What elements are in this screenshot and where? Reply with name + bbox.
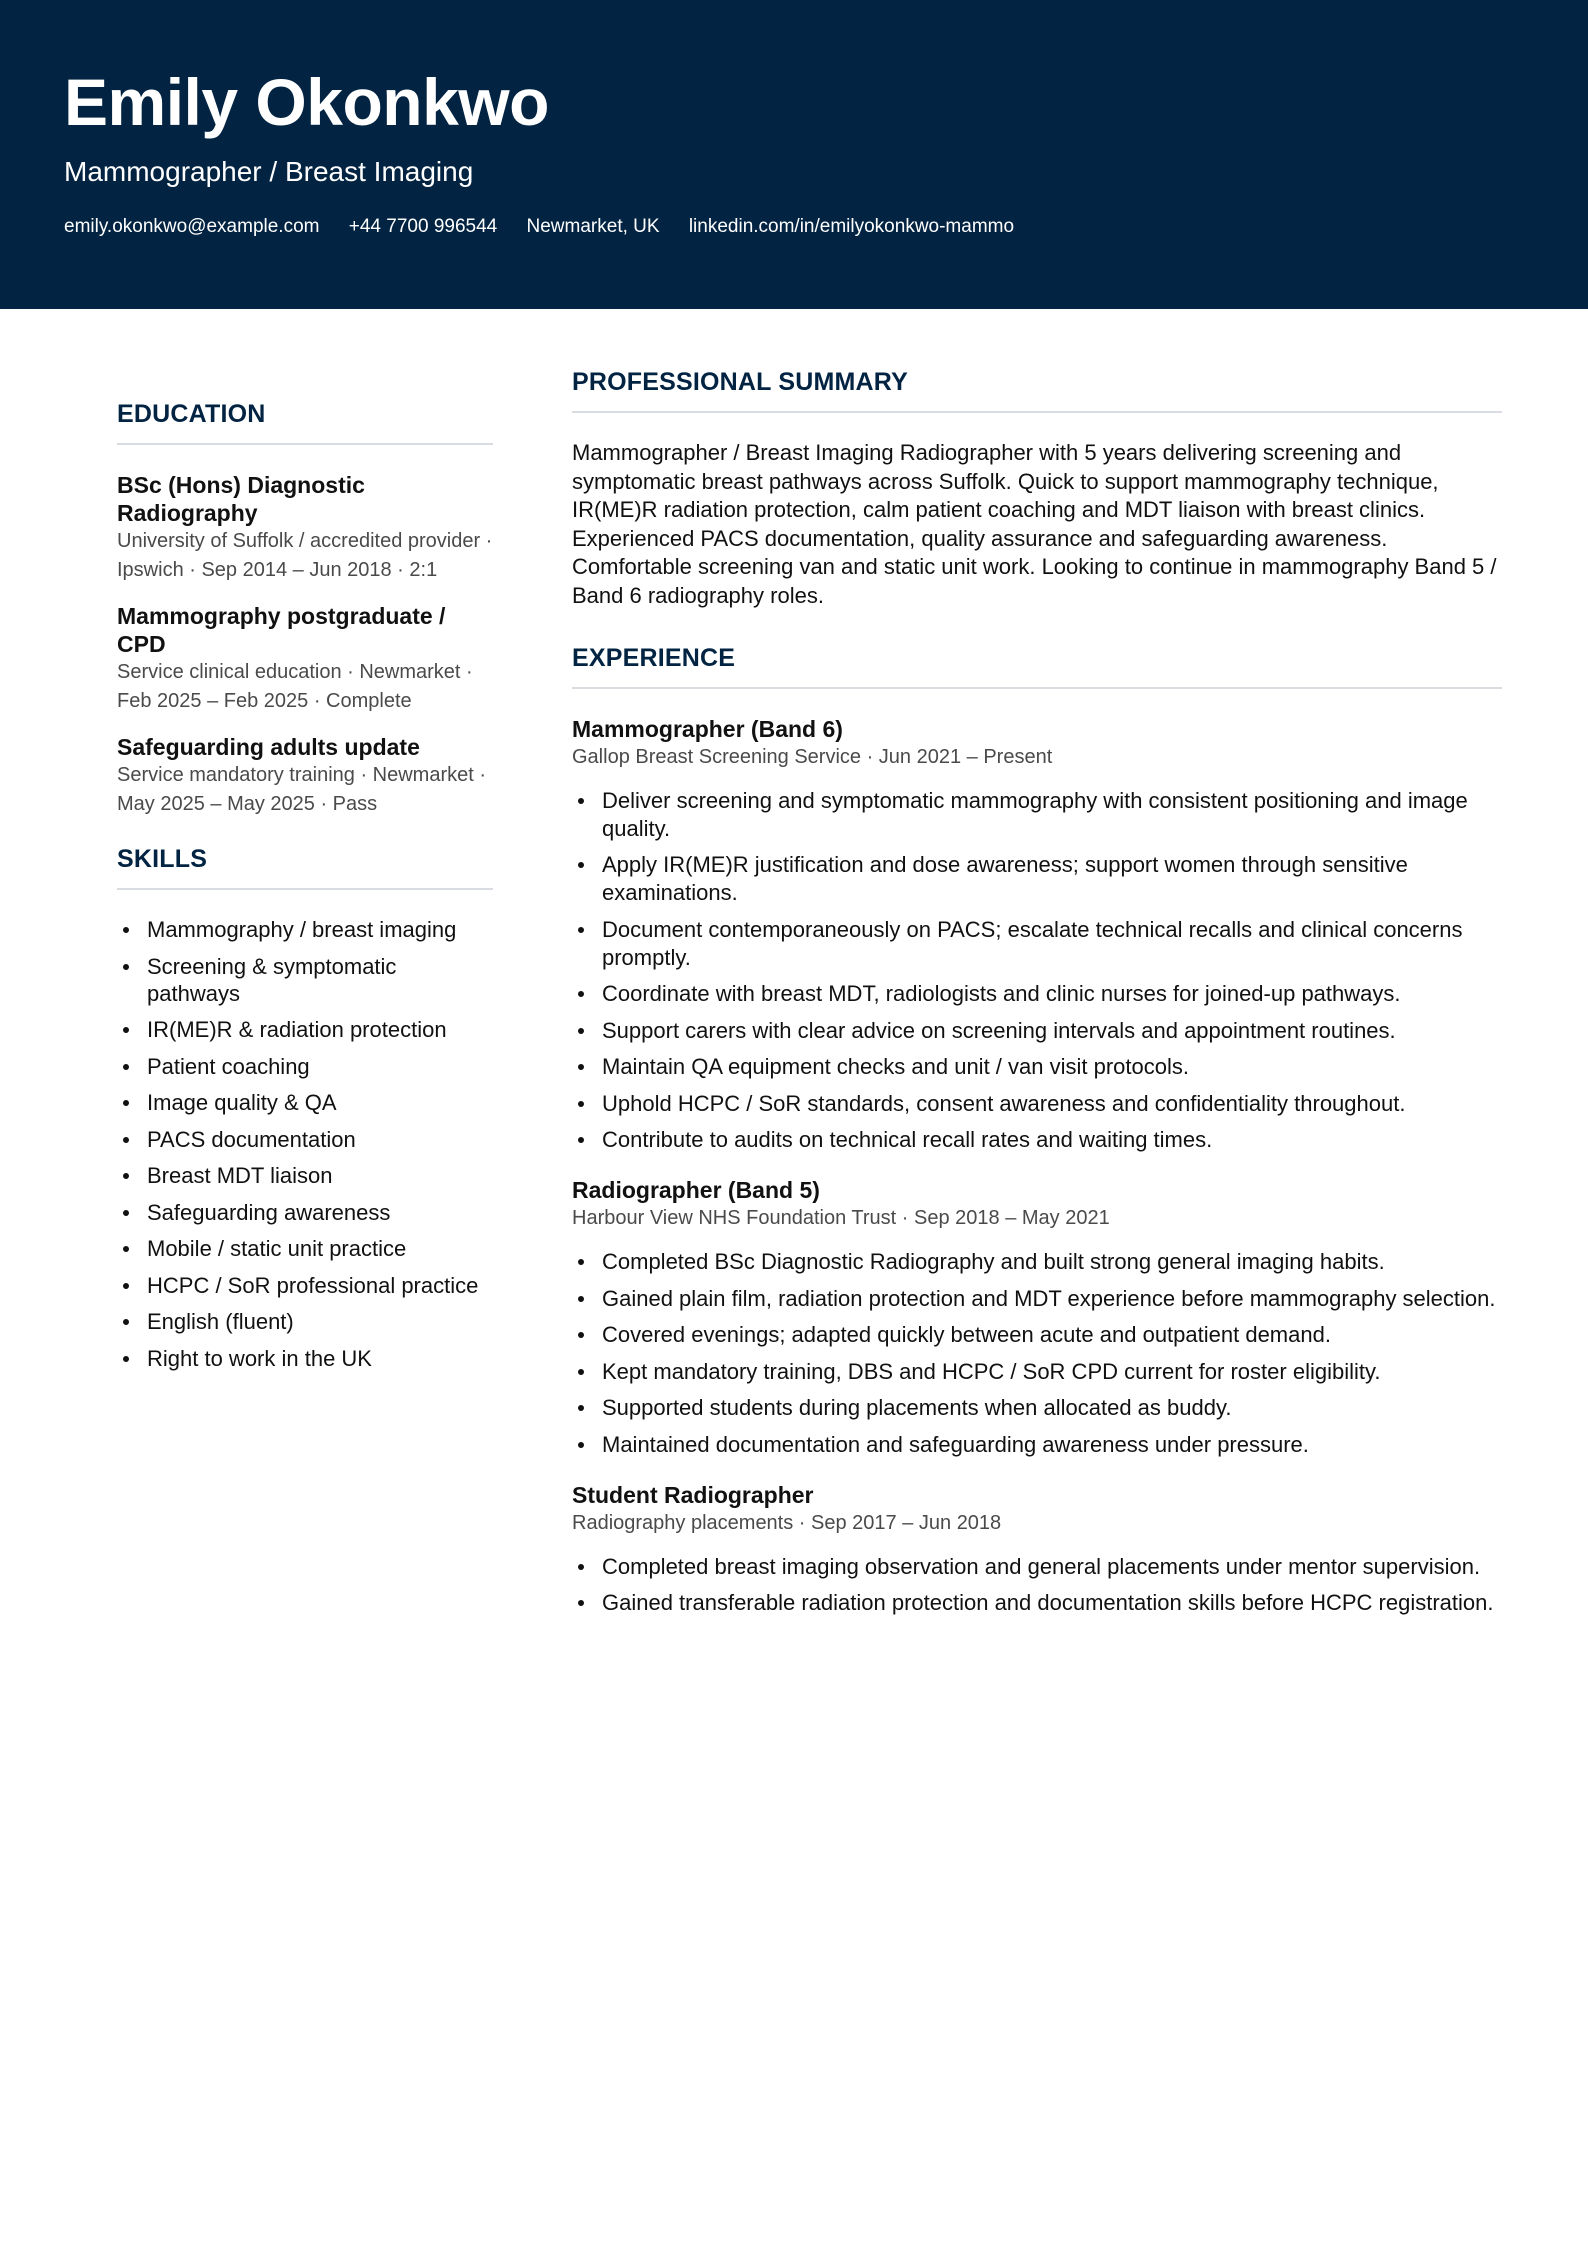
skill-item: Safeguarding awareness bbox=[117, 1199, 493, 1226]
job-bullet: Coordinate with breast MDT, radiologists and clinic nurses for joined-up pathways. bbox=[572, 980, 1502, 1008]
candidate-name: Emily Okonkwo bbox=[64, 65, 549, 139]
skill-item: Screening & symptomatic pathways bbox=[117, 953, 493, 1007]
skill-item: English (fluent) bbox=[117, 1308, 493, 1335]
job-bullet: Document contemporaneously on PACS; escalate technical recalls and clinical concerns promptly. bbox=[572, 916, 1502, 972]
experience-heading: EXPERIENCE bbox=[572, 641, 1502, 689]
education-title: Safeguarding adults update bbox=[117, 734, 420, 760]
education-item bbox=[117, 733, 493, 818]
contact-line bbox=[64, 214, 1038, 240]
education-heading: EDUCATION bbox=[117, 397, 493, 445]
job-bullet: Gained plain film, radiation protection and MDT experience before mammography selection. bbox=[572, 1285, 1502, 1313]
education-item bbox=[117, 602, 493, 715]
job-bullet: Maintain QA equipment checks and unit / van visit protocols. bbox=[572, 1053, 1502, 1081]
job-bullets bbox=[572, 787, 1502, 1155]
left-column bbox=[117, 397, 493, 1381]
education-title: Mammography postgraduate / CPD bbox=[117, 603, 446, 657]
job-bullet: Supported students during placements when allocated as buddy. bbox=[572, 1394, 1502, 1422]
job-bullet: Gained transferable radiation protection and documentation skills before HCPC registration. bbox=[572, 1589, 1502, 1617]
job-bullets bbox=[572, 1248, 1502, 1459]
job-meta: Radiography placements · Sep 2017 – Jun 2018 bbox=[572, 1511, 1002, 1534]
right-column bbox=[572, 365, 1502, 1639]
job-bullet: Apply IR(ME)R justification and dose awareness; support women through sensitive examinations. bbox=[572, 851, 1502, 907]
education-meta: Service clinical education · Newmarket · Feb 2025 – Feb 2025 · Complete bbox=[117, 661, 473, 712]
skill-item: Patient coaching bbox=[117, 1053, 493, 1080]
education-meta: University of Suffolk / accredited provider · Ipswich · Sep 2014 – Jun 2018 · 2:1 bbox=[117, 530, 493, 581]
skill-item: IR(ME)R & radiation protection bbox=[117, 1016, 493, 1043]
contact-phone[interactable]: +44 7700 996544 bbox=[348, 216, 498, 237]
education-list bbox=[117, 471, 493, 818]
job-bullet: Uphold HCPC / SoR standards, consent awareness and confidentiality throughout. bbox=[572, 1090, 1502, 1118]
contact-location: Newmarket, UK bbox=[526, 216, 660, 237]
skills-list bbox=[117, 916, 493, 1372]
skill-item: Image quality & QA bbox=[117, 1089, 493, 1116]
contact-email[interactable]: emily.okonkwo@example.com bbox=[64, 216, 320, 237]
job-entry bbox=[572, 715, 1502, 1155]
skill-item: PACS documentation bbox=[117, 1126, 493, 1153]
skill-item: HCPC / SoR professional practice bbox=[117, 1272, 493, 1299]
job-bullet: Kept mandatory training, DBS and HCPC / SoR CPD current for roster eligibility. bbox=[572, 1358, 1502, 1386]
job-meta: Gallop Breast Screening Service · Jun 2021 – Present bbox=[572, 745, 1053, 768]
skill-item: Mobile / static unit practice bbox=[117, 1235, 493, 1262]
job-entry bbox=[572, 1481, 1502, 1618]
resume-header bbox=[0, 0, 1588, 309]
education-title: BSc (Hons) Diagnostic Radiography bbox=[117, 472, 365, 526]
job-title: Radiographer (Band 5) bbox=[572, 1177, 820, 1204]
job-bullet: Covered evenings; adapted quickly between acute and outpatient demand. bbox=[572, 1321, 1502, 1349]
job-bullet: Completed BSc Diagnostic Radiography and built strong general imaging habits. bbox=[572, 1248, 1502, 1276]
summary-text: Mammographer / Breast Imaging Radiographer with 5 years delivering screening and symptomatic breast pathways across Suffolk. Quick to support mammography technique, IR(ME)R radiation protection, calm patient coaching and MDT liaison with breast clinics. Experienced PACS documentation, quality assurance and safeguarding awareness. Comfortable screening van and static unit work. Looking to continue in mammography Band 5 / Band 6 radiography roles. bbox=[572, 440, 1497, 608]
education-meta: Service mandatory training · Newmarket · May 2025 – May 2025 · Pass bbox=[117, 764, 487, 815]
job-meta: Harbour View NHS Foundation Trust · Sep 2018 – May 2021 bbox=[572, 1207, 1110, 1230]
job-bullet: Contribute to audits on technical recall rates and waiting times. bbox=[572, 1126, 1502, 1154]
education-item bbox=[117, 471, 493, 584]
job-bullet: Maintained documentation and safeguarding awareness under pressure. bbox=[572, 1431, 1502, 1459]
skill-item: Right to work in the UK bbox=[117, 1345, 493, 1372]
summary-heading: PROFESSIONAL SUMMARY bbox=[572, 365, 1502, 413]
skill-item: Breast MDT liaison bbox=[117, 1162, 493, 1189]
job-bullet: Deliver screening and symptomatic mammography with consistent positioning and image quality. bbox=[572, 787, 1502, 843]
job-title: Mammographer (Band 6) bbox=[572, 715, 843, 742]
job-title: Student Radiographer bbox=[572, 1481, 814, 1508]
candidate-role: Mammographer / Breast Imaging bbox=[64, 156, 474, 187]
job-bullet: Completed breast imaging observation and general placements under mentor supervision. bbox=[572, 1553, 1502, 1581]
contact-linkedin[interactable]: linkedin.com/in/emilyokonkwo-mammo bbox=[688, 216, 1015, 237]
job-bullet: Support carers with clear advice on screening intervals and appointment routines. bbox=[572, 1017, 1502, 1045]
job-bullets bbox=[572, 1553, 1502, 1618]
skill-item: Mammography / breast imaging bbox=[117, 916, 493, 943]
job-entry bbox=[572, 1176, 1502, 1459]
skills-heading: SKILLS bbox=[117, 842, 493, 890]
